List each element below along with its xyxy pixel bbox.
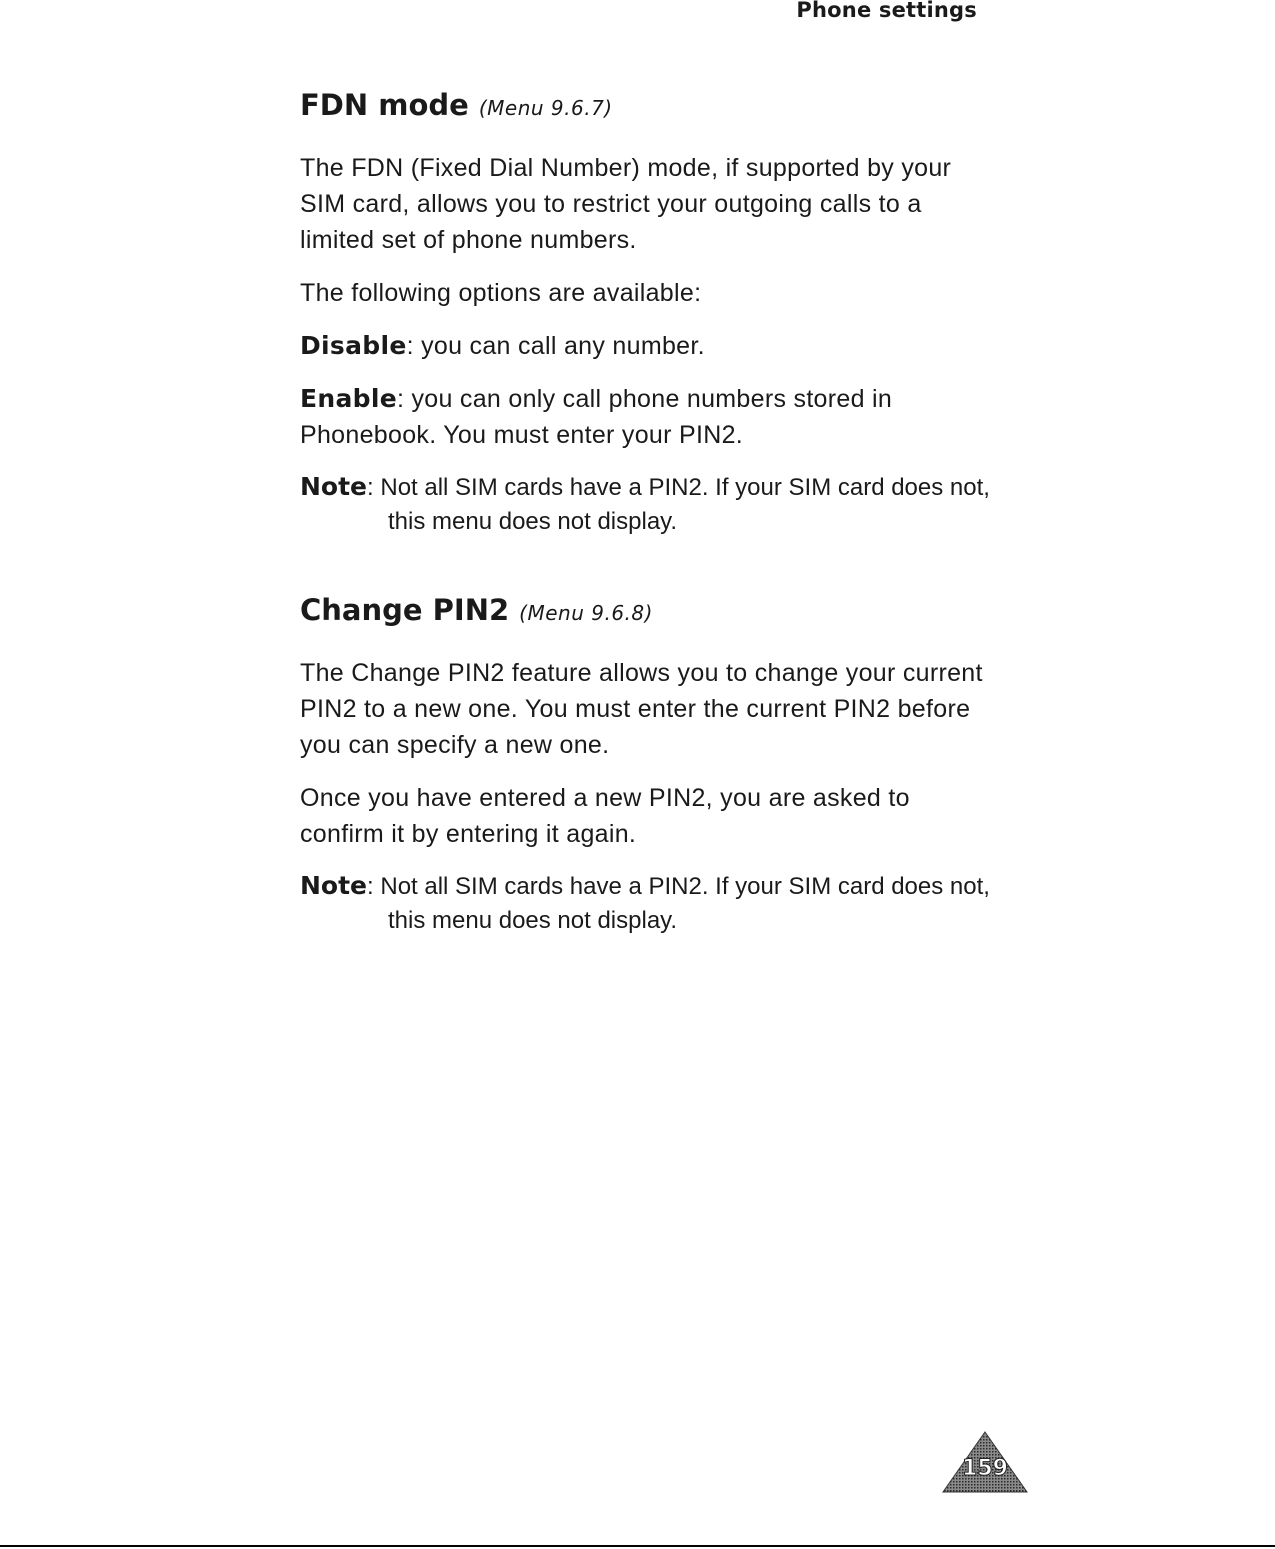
bottom-rule [0, 1545, 1275, 1547]
fdn-option-enable: Enable: you can only call phone numbers stored in Phonebook. You must enter your PIN2. [300, 384, 893, 449]
option-text: you can only call phone numbers stored in Phonebook. You must enter your PIN2. [300, 385, 893, 449]
fdn-option-disable: Disable: you can call any number. [300, 331, 705, 360]
note-label: Note [300, 472, 368, 501]
note-text: Not all SIM cards have a PIN2. If your SIM card does not, this menu does not display. [373, 474, 990, 535]
fdn-note: Note: Not all SIM cards have a PIN2. If your SIM card does not, this menu does not display. [300, 472, 990, 535]
fdn-options-intro: The following options are available: [300, 279, 702, 307]
page-number-badge [941, 1430, 1029, 1494]
change-pin2-heading [300, 590, 990, 633]
option-text: you can call any number. [413, 332, 705, 360]
section-spacer [300, 556, 990, 590]
page-number: 159 [962, 1456, 1008, 1481]
change-pin2-title: Change PIN2 [300, 593, 510, 627]
change-pin2-intro: The Change PIN2 feature allows you to change your current PIN2 to a new one. You must enter the current PIN2 before you can specify a new one. [300, 659, 983, 759]
fdn-mode-menu-ref: (Menu 9.6.7) [478, 96, 613, 120]
fdn-mode-heading [300, 85, 990, 128]
option-label: Enable [300, 384, 397, 413]
note-label: Note [300, 871, 368, 900]
note-text: Not all SIM cards have a PIN2. If your SIM card does not, this menu does not display. [373, 873, 990, 934]
fdn-intro: The FDN (Fixed Dial Number) mode, if supported by your SIM card, allows you to restrict your outgoing calls to a limited set of phone numbers. [300, 154, 952, 254]
change-pin2-menu-ref: (Menu 9.6.8) [519, 601, 653, 625]
page-content [300, 85, 990, 955]
running-header: Phone settings [796, 0, 977, 22]
fdn-mode-title: FDN mode [300, 88, 469, 122]
option-label: Disable [300, 331, 407, 360]
change-pin2-note: Note: Not all SIM cards have a PIN2. If your SIM card does not, this menu does not display. [300, 871, 990, 934]
change-pin2-confirm-para: Once you have entered a new PIN2, you are asked to confirm it by entering it again. [300, 784, 910, 848]
